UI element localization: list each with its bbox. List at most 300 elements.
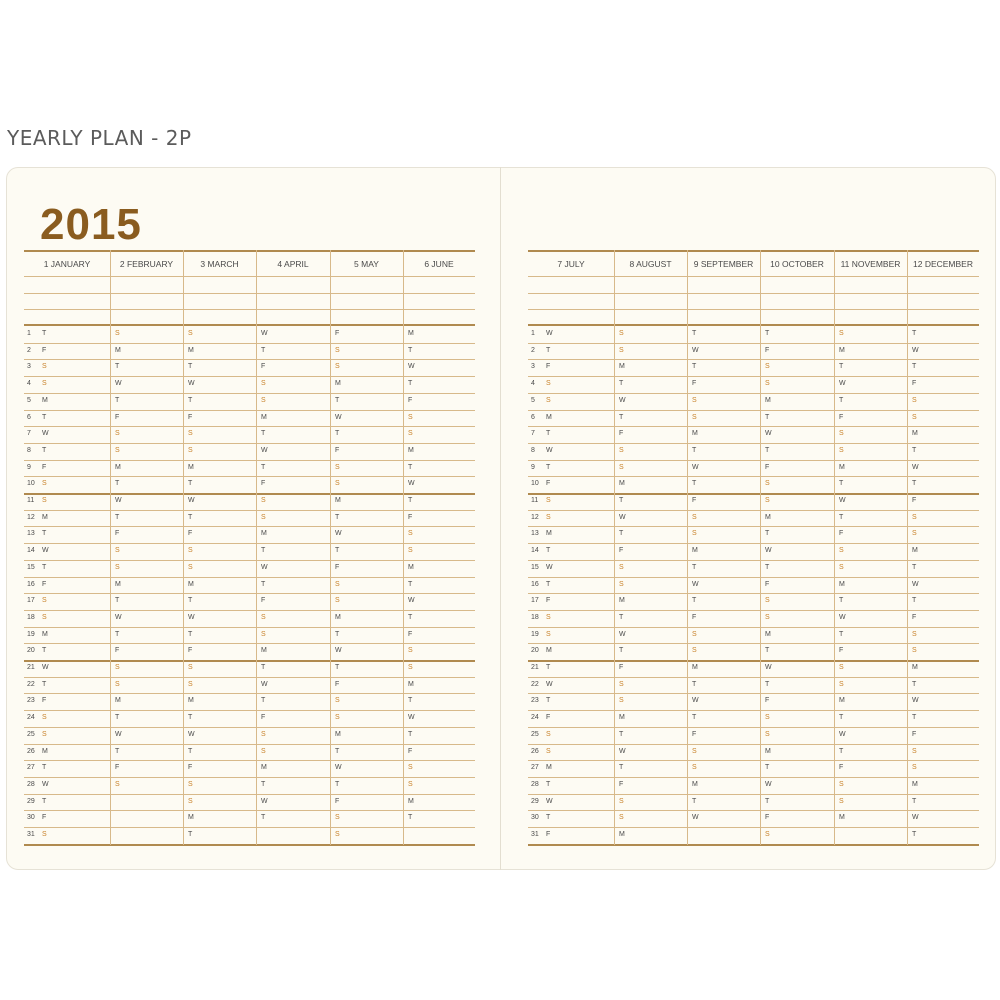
weekday-cell: S (546, 514, 551, 521)
weekday-cell: S (115, 447, 120, 454)
weekday-cell: T (619, 380, 624, 387)
weekday-cell: S (335, 464, 340, 471)
weekday-cell: T (912, 447, 917, 454)
weekday-cell: F (115, 647, 120, 654)
weekday-cell: M (188, 814, 194, 821)
weekday-cell: M (335, 731, 341, 738)
weekday-cell: M (839, 581, 845, 588)
weekday-cell: S (912, 764, 917, 771)
weekday-cell: S (619, 814, 624, 821)
weekday-cell: T (546, 547, 551, 554)
weekday-cell: T (188, 831, 193, 838)
weekday-cell: T (912, 714, 917, 721)
weekday-cell: T (115, 363, 120, 370)
day-number: 29 (27, 798, 35, 805)
day-number: 3 (27, 363, 31, 370)
weekday-cell: T (839, 514, 844, 521)
weekday-cell: W (546, 447, 553, 454)
weekday-cell: T (115, 714, 120, 721)
weekday-cell: M (839, 464, 845, 471)
day-number: 15 (27, 564, 35, 571)
weekday-cell: S (335, 347, 340, 354)
weekday-cell: W (912, 814, 919, 821)
weekday-cell: F (765, 697, 770, 704)
decade-rule (24, 844, 475, 846)
weekday-cell: T (912, 831, 917, 838)
weekday-cell: T (335, 664, 340, 671)
weekday-cell: S (261, 748, 266, 755)
day-number: 1 (531, 330, 535, 337)
weekday-cell: T (42, 681, 47, 688)
weekday-cell: T (335, 781, 340, 788)
weekday-cell: S (839, 564, 844, 571)
weekday-cell: F (765, 581, 770, 588)
weekday-cell: S (261, 614, 266, 621)
weekday-cell: W (692, 464, 699, 471)
weekday-cell: M (765, 514, 771, 521)
weekday-cell: W (912, 347, 919, 354)
column-divider (614, 250, 615, 845)
weekday-cell: M (408, 330, 414, 337)
header-line (24, 293, 475, 294)
header-line (528, 309, 979, 310)
weekday-cell: S (335, 597, 340, 604)
column-divider (403, 250, 404, 845)
day-number: 7 (27, 430, 31, 437)
weekday-cell: F (42, 347, 47, 354)
day-number: 12 (27, 514, 35, 521)
weekday-cell: W (692, 814, 699, 821)
weekday-cell: W (408, 597, 415, 604)
weekday-cell: S (335, 831, 340, 838)
day-number: 30 (27, 814, 35, 821)
day-number: 20 (531, 647, 539, 654)
weekday-cell: T (335, 748, 340, 755)
weekday-cell: F (335, 798, 340, 805)
day-number: 28 (27, 781, 35, 788)
weekday-cell: T (42, 330, 47, 337)
weekday-cell: S (765, 597, 770, 604)
weekday-cell: T (546, 814, 551, 821)
weekday-cell: F (335, 681, 340, 688)
weekday-cell: S (261, 380, 266, 387)
weekday-cell: T (546, 347, 551, 354)
day-number: 16 (27, 581, 35, 588)
weekday-cell: F (546, 831, 551, 838)
weekday-cell: S (839, 430, 844, 437)
weekday-cell: S (408, 414, 413, 421)
weekday-cell: M (546, 414, 552, 421)
weekday-cell: T (42, 414, 47, 421)
weekday-cell: S (408, 764, 413, 771)
day-number: 13 (531, 530, 539, 537)
weekday-cell: F (839, 647, 844, 654)
day-number: 17 (531, 597, 539, 604)
weekday-cell: F (765, 347, 770, 354)
weekday-cell: W (839, 614, 846, 621)
weekday-cell: W (42, 664, 49, 671)
day-number: 3 (531, 363, 535, 370)
day-number: 13 (27, 530, 35, 537)
day-number: 7 (531, 430, 535, 437)
weekday-cell: W (546, 681, 553, 688)
weekday-cell: T (619, 414, 624, 421)
column-divider (183, 250, 184, 845)
weekday-cell: T (839, 714, 844, 721)
weekday-cell: T (408, 380, 413, 387)
left-page-grid (24, 250, 475, 845)
weekday-cell: M (188, 697, 194, 704)
day-number: 24 (531, 714, 539, 721)
weekday-cell: M (839, 347, 845, 354)
weekday-cell: F (42, 581, 47, 588)
weekday-cell: T (912, 597, 917, 604)
weekday-cell: T (261, 547, 266, 554)
weekday-cell: F (692, 380, 697, 387)
day-number: 2 (27, 347, 31, 354)
weekday-cell: T (765, 798, 770, 805)
weekday-cell: M (546, 647, 552, 654)
weekday-cell: F (408, 748, 413, 755)
day-number: 6 (531, 414, 535, 421)
weekday-cell: S (188, 798, 193, 805)
weekday-cell: S (912, 397, 917, 404)
weekday-cell: F (42, 464, 47, 471)
weekday-cell: W (765, 430, 772, 437)
weekday-cell: T (692, 714, 697, 721)
weekday-cell: T (692, 447, 697, 454)
weekday-cell: M (115, 347, 121, 354)
weekday-cell: F (408, 631, 413, 638)
weekday-cell: T (188, 631, 193, 638)
weekday-cell: W (839, 380, 846, 387)
weekday-cell: M (619, 714, 625, 721)
weekday-cell: M (912, 430, 918, 437)
weekday-cell: S (42, 497, 47, 504)
weekday-cell: F (839, 414, 844, 421)
day-number: 16 (531, 581, 539, 588)
header-line (528, 276, 979, 277)
weekday-cell: T (42, 798, 47, 805)
weekday-cell: M (765, 397, 771, 404)
weekday-cell: W (912, 581, 919, 588)
weekday-cell: T (912, 564, 917, 571)
weekday-cell: T (115, 514, 120, 521)
weekday-cell: F (912, 497, 917, 504)
weekday-cell: W (912, 464, 919, 471)
weekday-cell: F (765, 464, 770, 471)
weekday-cell: S (42, 714, 47, 721)
weekday-cell: S (42, 597, 47, 604)
weekday-cell: F (335, 564, 340, 571)
weekday-cell: S (546, 497, 551, 504)
decade-rule (528, 844, 979, 846)
weekday-cell: S (42, 363, 47, 370)
day-number: 22 (531, 681, 539, 688)
month-header: 7 JULY (557, 259, 585, 269)
weekday-cell: T (619, 530, 624, 537)
weekday-cell: T (546, 664, 551, 671)
weekday-cell: W (408, 714, 415, 721)
weekday-cell: W (42, 781, 49, 788)
weekday-cell: T (839, 363, 844, 370)
day-number: 9 (27, 464, 31, 471)
weekday-cell: T (261, 430, 266, 437)
weekday-cell: S (335, 714, 340, 721)
weekday-cell: S (839, 330, 844, 337)
weekday-cell: S (619, 330, 624, 337)
weekday-cell: T (546, 430, 551, 437)
weekday-cell: W (42, 547, 49, 554)
day-number: 27 (27, 764, 35, 771)
weekday-cell: S (546, 631, 551, 638)
day-number: 12 (531, 514, 539, 521)
weekday-cell: F (619, 430, 624, 437)
weekday-cell: T (335, 514, 340, 521)
weekday-cell: S (408, 547, 413, 554)
weekday-cell: T (765, 681, 770, 688)
weekday-cell: M (912, 781, 918, 788)
day-number: 17 (27, 597, 35, 604)
weekday-cell: S (839, 681, 844, 688)
weekday-cell: S (261, 497, 266, 504)
day-number: 23 (531, 697, 539, 704)
weekday-cell: T (408, 497, 413, 504)
day-number: 26 (27, 748, 35, 755)
day-number: 29 (531, 798, 539, 805)
weekday-cell: T (765, 447, 770, 454)
year-title: 2015 (40, 200, 142, 249)
day-number: 25 (27, 731, 35, 738)
month-header: 12 DECEMBER (913, 259, 973, 269)
weekday-cell: T (115, 748, 120, 755)
weekday-cell: M (408, 447, 414, 454)
day-number: 31 (531, 831, 539, 838)
weekday-cell: M (692, 430, 698, 437)
weekday-cell: M (619, 363, 625, 370)
weekday-cell: T (42, 564, 47, 571)
weekday-cell: M (335, 614, 341, 621)
weekday-cell: S (188, 664, 193, 671)
day-number: 27 (531, 764, 539, 771)
weekday-cell: F (188, 414, 193, 421)
weekday-cell: T (765, 764, 770, 771)
weekday-cell: M (619, 831, 625, 838)
weekday-cell: S (839, 798, 844, 805)
month-header: 6 JUNE (424, 259, 454, 269)
weekday-cell: T (42, 530, 47, 537)
weekday-cell: S (115, 547, 120, 554)
weekday-cell: M (912, 664, 918, 671)
weekday-cell: M (546, 764, 552, 771)
page-heading: YEARLY PLAN - 2P (7, 126, 192, 150)
weekday-cell: S (408, 781, 413, 788)
weekday-cell: M (261, 647, 267, 654)
weekday-cell: F (188, 764, 193, 771)
day-number: 5 (27, 397, 31, 404)
weekday-cell: S (692, 414, 697, 421)
weekday-cell: F (42, 697, 47, 704)
weekday-cell: T (408, 347, 413, 354)
weekday-cell: M (188, 581, 194, 588)
weekday-cell: T (335, 547, 340, 554)
weekday-cell: T (42, 447, 47, 454)
weekday-cell: T (619, 731, 624, 738)
weekday-cell: W (408, 480, 415, 487)
weekday-cell: S (188, 447, 193, 454)
weekday-cell: M (408, 798, 414, 805)
weekday-cell: T (546, 464, 551, 471)
weekday-cell: T (335, 631, 340, 638)
weekday-cell: S (42, 731, 47, 738)
weekday-cell: S (115, 430, 120, 437)
weekday-cell: T (692, 597, 697, 604)
column-divider (834, 250, 835, 845)
day-number: 14 (27, 547, 35, 554)
weekday-cell: M (115, 581, 121, 588)
weekday-cell: S (115, 664, 120, 671)
weekday-cell: T (619, 614, 624, 621)
weekday-cell: F (546, 480, 551, 487)
weekday-cell: F (692, 614, 697, 621)
weekday-cell: S (335, 697, 340, 704)
weekday-cell: W (261, 681, 268, 688)
weekday-cell: T (261, 781, 266, 788)
month-header: 11 NOVEMBER (840, 259, 901, 269)
month-header: 4 APRIL (277, 259, 309, 269)
weekday-cell: T (261, 697, 266, 704)
weekday-cell: W (261, 798, 268, 805)
weekday-cell: S (188, 681, 193, 688)
weekday-cell: F (261, 597, 266, 604)
weekday-cell: T (692, 330, 697, 337)
weekday-cell: F (261, 480, 266, 487)
weekday-cell: S (692, 764, 697, 771)
weekday-cell: M (261, 764, 267, 771)
day-number: 4 (27, 380, 31, 387)
weekday-cell: S (115, 564, 120, 571)
weekday-cell: T (261, 464, 266, 471)
day-number: 5 (531, 397, 535, 404)
weekday-cell: M (546, 530, 552, 537)
weekday-cell: F (335, 447, 340, 454)
weekday-cell: W (261, 564, 268, 571)
weekday-cell: M (765, 748, 771, 755)
weekday-cell: F (546, 714, 551, 721)
month-header: 3 MARCH (200, 259, 239, 269)
weekday-cell: T (188, 397, 193, 404)
weekday-cell: T (408, 697, 413, 704)
weekday-cell: M (408, 681, 414, 688)
weekday-cell: S (619, 564, 624, 571)
weekday-cell: W (765, 547, 772, 554)
weekday-cell: M (42, 514, 48, 521)
weekday-cell: S (619, 697, 624, 704)
month-header: 10 OCTOBER (770, 259, 824, 269)
weekday-cell: S (765, 380, 770, 387)
weekday-cell: T (42, 647, 47, 654)
weekday-cell: S (546, 380, 551, 387)
weekday-cell: T (188, 514, 193, 521)
day-number: 24 (27, 714, 35, 721)
weekday-cell: T (912, 363, 917, 370)
weekday-cell: M (115, 697, 121, 704)
weekday-cell: F (619, 664, 624, 671)
weekday-cell: T (188, 597, 193, 604)
weekday-cell: T (546, 581, 551, 588)
day-number: 6 (27, 414, 31, 421)
weekday-cell: S (619, 464, 624, 471)
weekday-cell: T (408, 581, 413, 588)
weekday-cell: S (765, 831, 770, 838)
weekday-cell: S (839, 664, 844, 671)
day-number: 15 (531, 564, 539, 571)
day-number: 1 (27, 330, 31, 337)
weekday-cell: S (335, 814, 340, 821)
day-number: 10 (531, 480, 539, 487)
weekday-cell: F (188, 530, 193, 537)
weekday-cell: S (765, 714, 770, 721)
weekday-cell: S (765, 497, 770, 504)
weekday-cell: S (115, 781, 120, 788)
weekday-cell: W (115, 614, 122, 621)
weekday-cell: T (765, 530, 770, 537)
weekday-cell: F (912, 614, 917, 621)
day-number: 21 (531, 664, 539, 671)
month-header: 5 MAY (354, 259, 379, 269)
weekday-cell: M (188, 347, 194, 354)
weekday-cell: S (188, 547, 193, 554)
weekday-cell: S (546, 614, 551, 621)
column-divider (256, 250, 257, 845)
row-line (24, 827, 475, 828)
weekday-cell: T (692, 564, 697, 571)
weekday-cell: T (335, 430, 340, 437)
weekday-cell: S (912, 514, 917, 521)
weekday-cell: W (619, 514, 626, 521)
weekday-cell: S (839, 447, 844, 454)
top-rule (528, 250, 979, 252)
day-number: 23 (27, 697, 35, 704)
weekday-cell: S (408, 530, 413, 537)
weekday-cell: S (335, 581, 340, 588)
weekday-cell: T (115, 597, 120, 604)
weekday-cell: S (408, 664, 413, 671)
weekday-cell: F (765, 814, 770, 821)
header-line (24, 309, 475, 310)
weekday-cell: T (261, 347, 266, 354)
weekday-cell: T (188, 480, 193, 487)
weekday-cell: S (546, 397, 551, 404)
weekday-cell: F (839, 530, 844, 537)
weekday-cell: M (619, 480, 625, 487)
column-divider (760, 250, 761, 845)
weekday-cell: T (765, 414, 770, 421)
weekday-cell: F (261, 714, 266, 721)
weekday-cell: T (546, 781, 551, 788)
right-page-grid (528, 250, 979, 845)
weekday-cell: W (839, 497, 846, 504)
day-number: 30 (531, 814, 539, 821)
weekday-cell: F (839, 764, 844, 771)
day-number: 11 (27, 497, 35, 504)
weekday-cell: S (765, 614, 770, 621)
weekday-cell: T (692, 681, 697, 688)
month-header: 9 SEPTEMBER (693, 259, 754, 269)
weekday-cell: T (692, 480, 697, 487)
weekday-cell: T (261, 581, 266, 588)
top-rule (24, 250, 475, 252)
